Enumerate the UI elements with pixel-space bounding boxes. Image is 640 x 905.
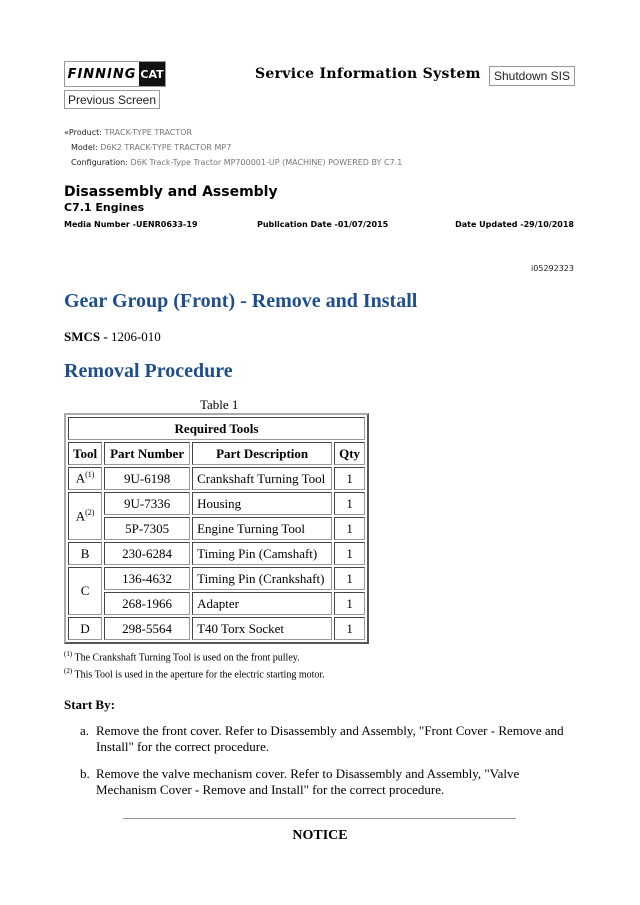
model-value: D6K2 TRACK-TYPE TRACTOR MP7 [100,143,232,152]
config-value: D6K Track-Type Tractor MP700001-UP (MACHINE) POWERED BY C7.1 [130,158,403,167]
col-header: Part Description [192,442,332,465]
doc-title: Disassembly and Assembly [64,184,278,200]
table-caption: Table 1 [200,397,239,412]
col-header: Part Number [104,442,190,465]
required-tools-table [64,413,369,644]
step-a: a. Remove the front cover. Refer to Disassembly and Assembly, "Front Cover - Remove and Install" for the correct procedure. [80,723,564,754]
table-row: 268-1966 Adapter 1 [68,592,365,615]
footnote-1: $^{(1)}$ The Crankshaft Turning Tool is used on the front pulley. [64,650,300,664]
footnote-2: $^{(2)}$ This Tool is used in the aperture for the electric starting motor. [64,667,325,681]
finning-cat-logo [64,61,166,87]
product-value: TRACK-TYPE TRACTOR [104,128,193,137]
table-row: B 230-6284 Timing Pin (Camshaft) 1 [68,542,365,565]
table-row: D 298-5564 T40 Torx Socket 1 [68,617,365,640]
table-row: $A^{(1)}$ 9U-6198 Crankshaft Turning Tool 1 [68,467,365,490]
app-title: Service Information System [255,66,481,82]
doc-subtitle: C7.1 Engines [64,201,145,214]
step-b: b. Remove the valve mechanism cover. Refer to Disassembly and Assembly, "Valve Mechanism Cover - Remove and Install" for the correct procedure. [80,766,520,797]
cat-logo: CAT [139,62,165,86]
product-label: Product: [68,128,102,137]
col-header: Tool [68,442,102,465]
divider [123,818,516,819]
page-heading: Gear Group (Front) - Remove and Install [64,290,418,312]
table-title: Required Tools [68,417,365,440]
shutdown-button[interactable]: Shutdown SIS [489,66,575,86]
logo-text: FINNING [67,66,137,82]
model-label: Model: [71,143,98,152]
smcs: SMCS - 1206-010 [64,329,161,344]
publication-date: Publication Date -01/07/2015 [257,220,389,229]
start-by-label: Start By: [64,697,115,712]
doc-id: i05292323 [531,264,574,273]
previous-screen-button[interactable]: Previous Screen [64,90,160,109]
col-header: Qty [334,442,365,465]
section-heading: Removal Procedure [64,360,233,382]
back-arrow-icon[interactable]: « [64,128,69,137]
date-updated: Date Updated -29/10/2018 [455,220,574,229]
notice-heading: NOTICE [292,828,348,843]
table-row: C 136-4632 Timing Pin (Crankshaft) 1 [68,567,365,590]
table-row: 5P-7305 Engine Turning Tool 1 [68,517,365,540]
media-number: Media Number -UENR0633-19 [64,220,198,229]
config-label: Configuration: [71,158,128,167]
table-row: $A^{(2)}$ 9U-7336 Housing 1 [68,492,365,515]
